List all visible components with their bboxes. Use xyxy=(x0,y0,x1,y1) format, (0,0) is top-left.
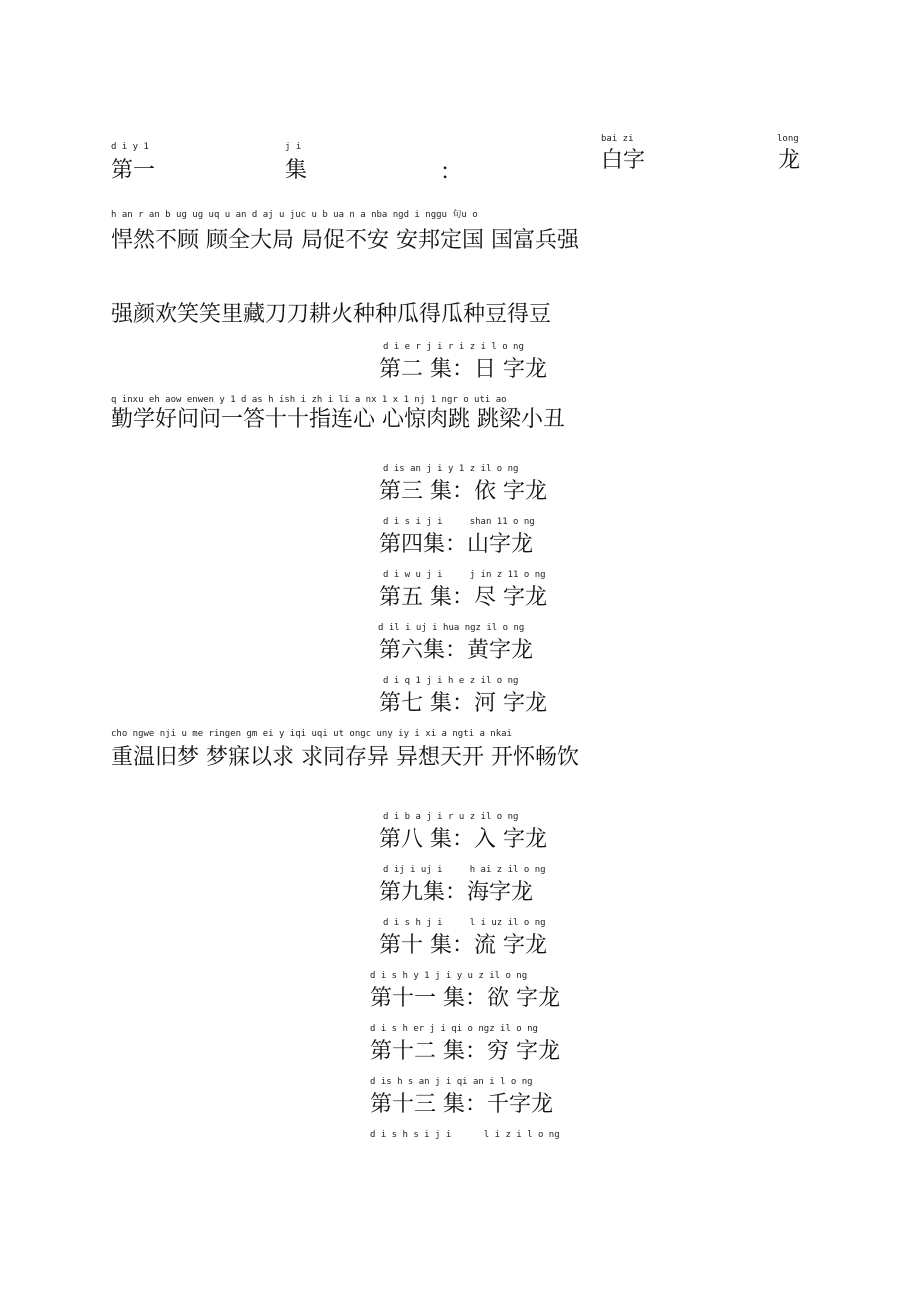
paragraph-3-pinyin: q inxu eh aow enwen y 1 d as h ish i zh i li a nx 1 x 1 nj 1 ngr o uti ao xyxy=(111,395,507,405)
right-text-a: 白字 xyxy=(601,148,646,173)
paragraph-1-text: 悍然不顾 顾全大局 局促不安 安邦定国 国富兵强 xyxy=(111,228,579,253)
episode-11-pinyin: d i s h y 1 j i y u z il o ng xyxy=(370,971,528,981)
episode-2-title: 第二 集：日 字龙 xyxy=(379,357,547,382)
episode-13-pinyin: d is h s an j i qi an i l o ng xyxy=(370,1077,533,1087)
episode-9-title: 第九集：海字龙 xyxy=(379,880,534,905)
episode-13-title: 第十三 集：千字龙 xyxy=(370,1092,553,1117)
right-pinyin-b: long xyxy=(777,134,799,144)
paragraph-1-pinyin: h an r an b ug ug uq u an d aj u juc u b ua n a nba ngd i nggu 旬u o xyxy=(111,210,478,220)
episode-6-title: 第六集：黄字龙 xyxy=(379,638,534,663)
episode-5-pinyin: d i w u j i j in z 11 o ng xyxy=(383,570,546,580)
episode-8-pinyin: d i b a j i r u z il o ng xyxy=(383,812,519,822)
paragraph-4-pinyin: cho ngwe nji u me ringen gm ei y iqi uqi ut ongc uny iy i xi a ngti a nkai xyxy=(111,729,512,739)
episode-3-pinyin: d is an j i y 1 z il o ng xyxy=(383,464,519,474)
episode-2-pinyin: d i e r j i r i z i l o ng xyxy=(383,342,524,352)
episode-4-title: 第四集：山字龙 xyxy=(379,532,534,557)
paragraph-3-text: 勤学好问问一答十十指连心 心惊肉跳 跳梁小丑 xyxy=(111,407,565,432)
episode-10-title: 第十 集：流 字龙 xyxy=(379,933,547,958)
first-line-pinyin-a: d i y 1 xyxy=(111,142,149,152)
right-pinyin-a: bai zi xyxy=(601,134,634,144)
episode-12-pinyin: d i s h er j i qi o ngz il o ng xyxy=(370,1024,538,1034)
right-text-b: 龙 xyxy=(778,148,801,173)
first-line-text-a: 第一 xyxy=(111,158,156,183)
episode-8-title: 第八 集：入 字龙 xyxy=(379,827,547,852)
episode-4-pinyin: d i s i j i shan 11 o ng xyxy=(383,517,535,527)
episode-7-pinyin: d i q 1 j i h e z il o ng xyxy=(383,676,519,686)
first-line-colon: ： xyxy=(440,160,463,185)
episode-7-title: 第七 集：河 字龙 xyxy=(379,691,547,716)
paragraph-2-text: 强颜欢笑笑里藏刀刀耕火种种瓜得瓜种豆得豆 xyxy=(111,302,552,327)
episode-14-pinyin: d i s h s i j i l i z i l o ng xyxy=(370,1130,560,1140)
first-line-text-b: 集 xyxy=(285,158,308,183)
episode-5-title: 第五 集：尽 字龙 xyxy=(379,585,547,610)
episode-3-title: 第三 集：依 字龙 xyxy=(379,479,547,504)
episode-12-title: 第十二 集：穷 字龙 xyxy=(370,1039,560,1064)
episode-6-pinyin: d il i uj i hua ngz il o ng xyxy=(378,623,525,633)
episode-9-pinyin: d ij i uj i h ai z il o ng xyxy=(383,865,546,875)
episode-10-pinyin: d i s h j i l i uz il o ng xyxy=(383,918,546,928)
paragraph-4-text: 重温旧梦 梦寐以求 求同存异 异想天开 开怀畅饮 xyxy=(111,745,579,770)
episode-11-title: 第十一 集：欲 字龙 xyxy=(370,986,560,1011)
first-line-pinyin-b: j i xyxy=(285,142,302,152)
